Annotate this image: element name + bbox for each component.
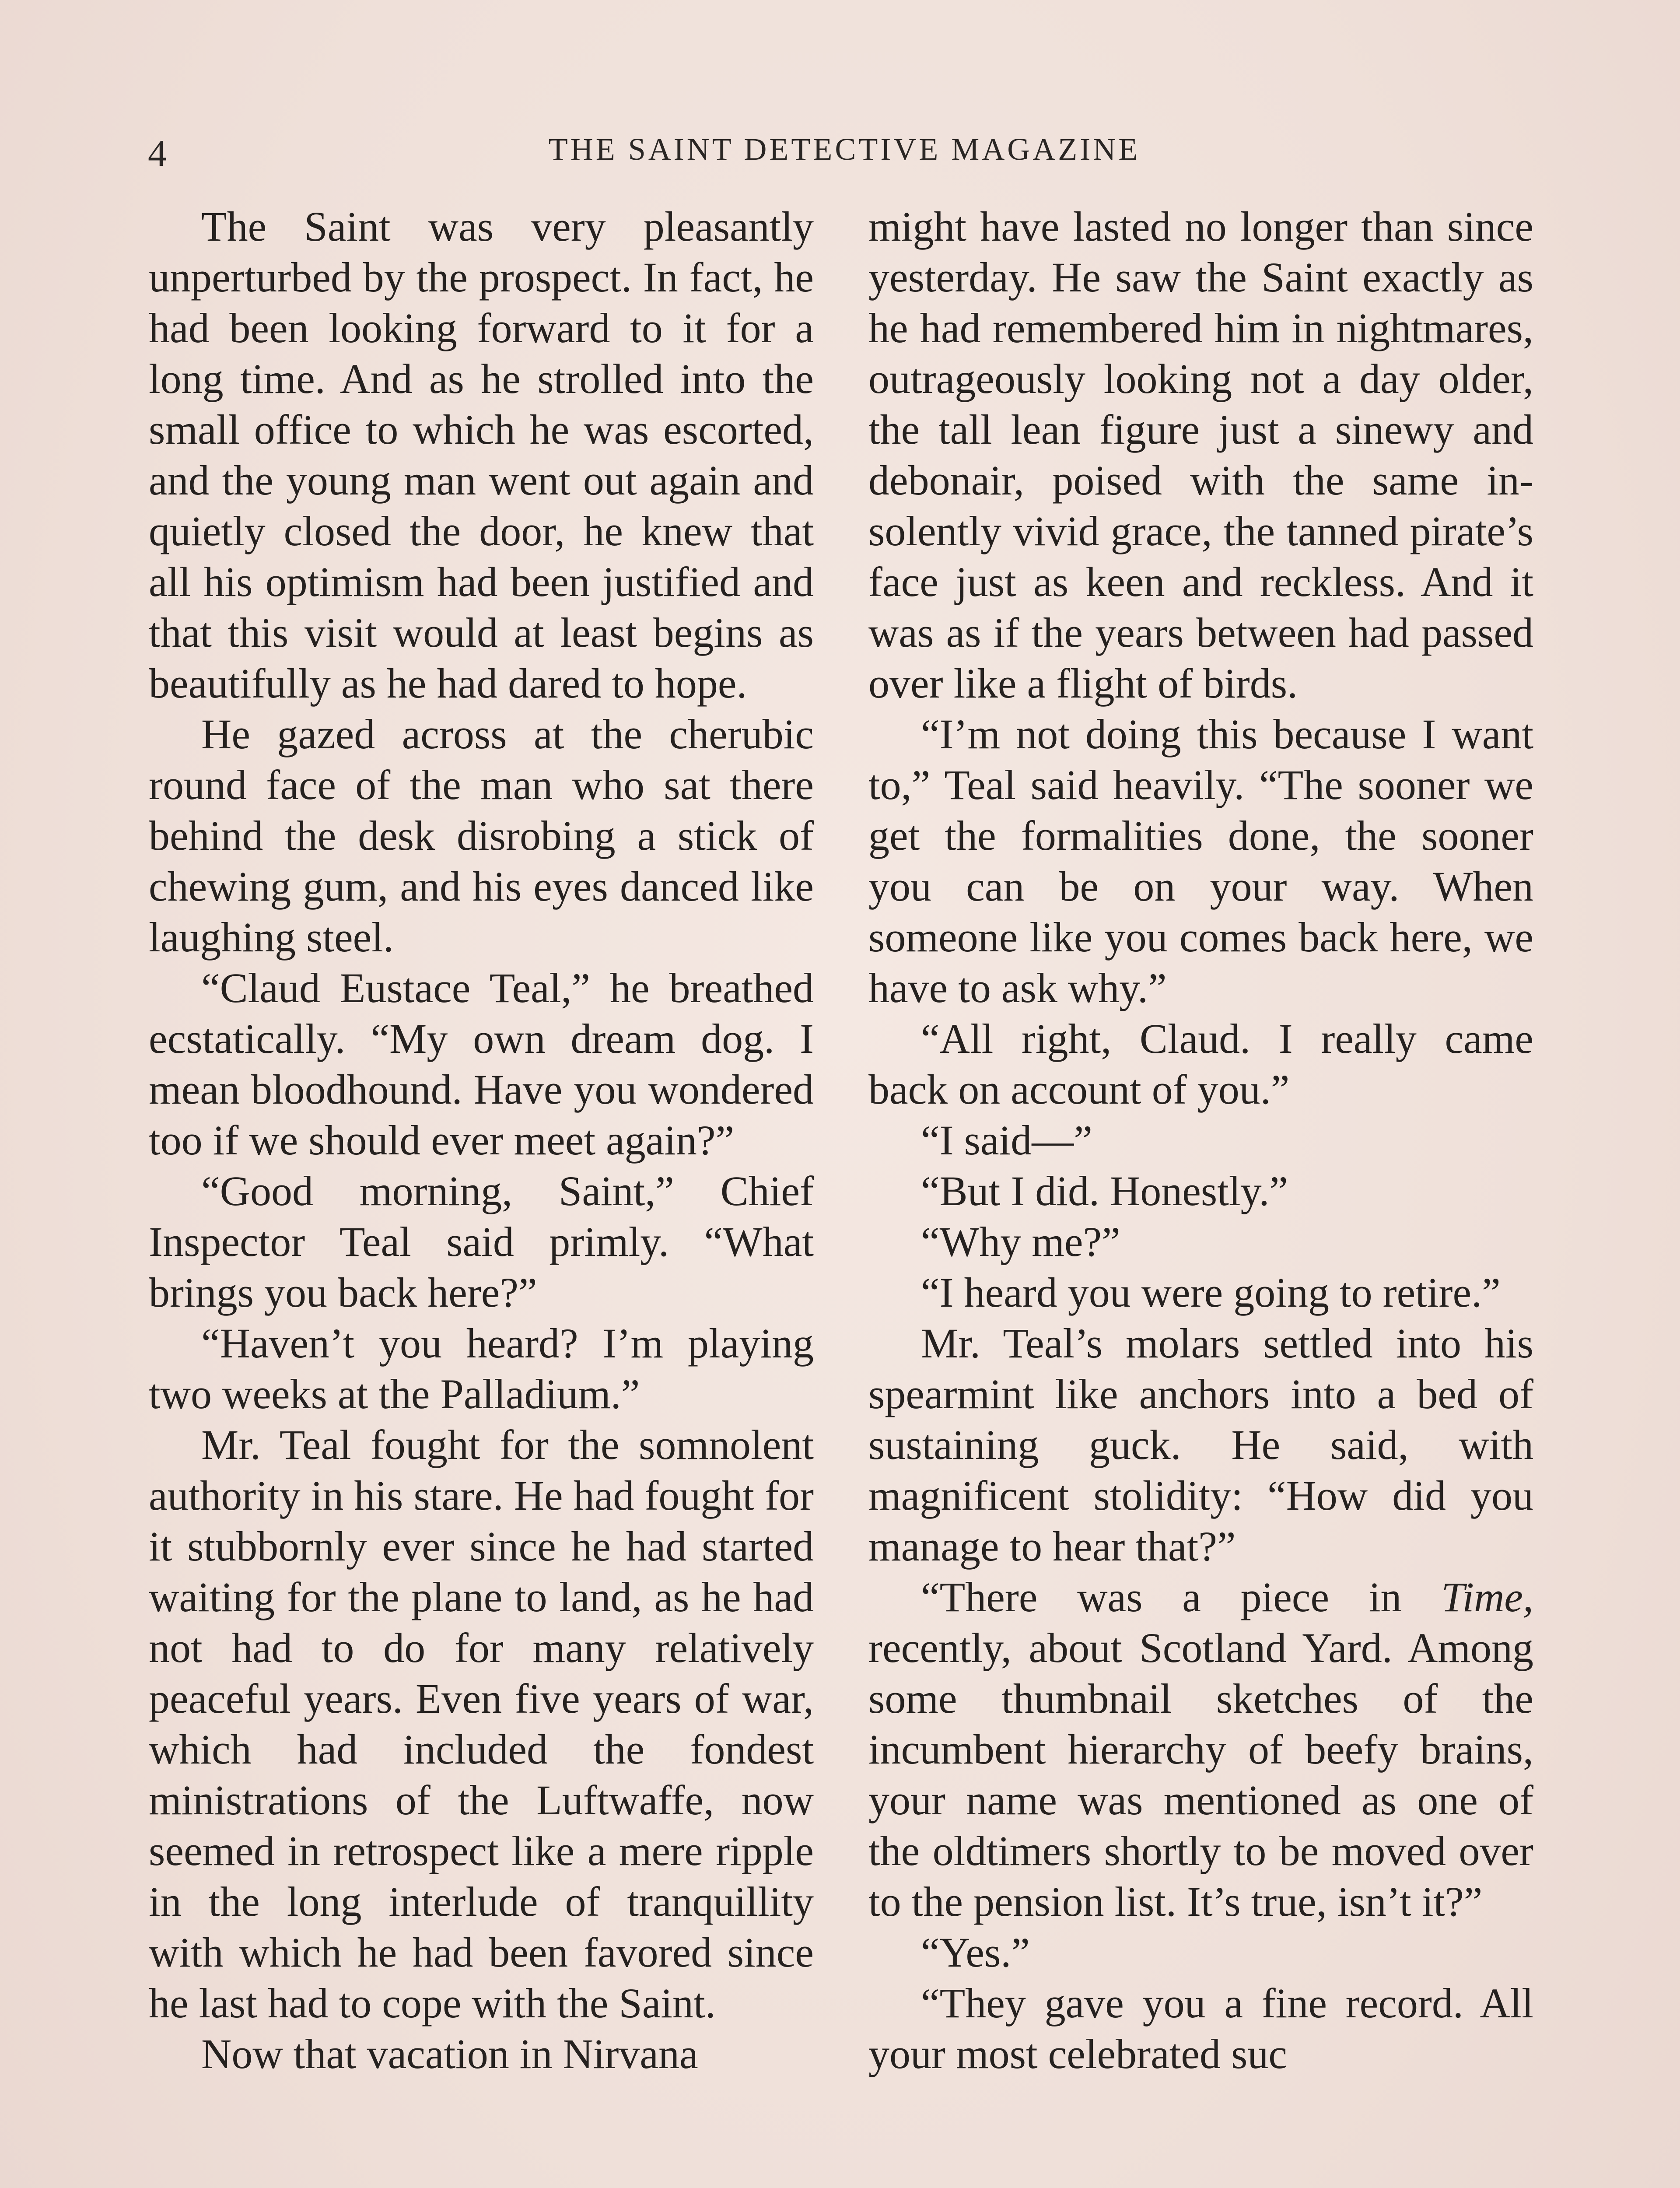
page-number: 4 (148, 132, 167, 174)
paragraph: “I heard you were going to retire.” (921, 1269, 1501, 1316)
paragraph: “I’m not doing this because I want to,” Teal said heavily. “The sooner we get the formalities done, the sooner you can be on your way. When someone like you comes back here, we have to ask why.” (868, 711, 1533, 1011)
paragraph: “Why me?” (921, 1218, 1120, 1265)
paragraph: Now that vacation in Nirvana (201, 2030, 698, 2077)
left-column (149, 201, 814, 2188)
paragraph: He gazed across at the cherubic round face of the man who sat there behind the desk disrobing a stick of chewing gum, and his eyes danced like laughing steel. (149, 711, 814, 961)
right-column (868, 201, 1533, 2188)
paragraph: Mr. Teal fought for the somnolent authority in his stare. He had fought for it stubbornly ever since he had started waiting for the plane to land, as he had not had to do for many relatively peaceful years. Even five years of war, which had included the fondest ministrations of the Luftwaffe, now seemed in retrospect like a mere ripple in the long interlude of tranquillity with which he had been favored since he last had to cope with the Saint. (149, 1421, 814, 2027)
paragraph: “Good morning, Saint,” Chief Inspector Teal said primly. “What brings you back here?” (149, 1168, 814, 1316)
paragraph: “Claud Eustace Teal,” he breathed ecstatically. “My own dream dog. I mean bloodhound. Have you wondered too if we should ever meet again?” (149, 964, 814, 1164)
paragraph: “But I did. Honestly.” (921, 1168, 1288, 1214)
paragraph: “All right, Claud. I really came back on account of you.” (868, 1015, 1533, 1113)
magazine-title-italic: Time, (1441, 1574, 1533, 1620)
paragraph: “Haven’t you heard? I’m playing two weeks at the Palladium.” (149, 1320, 814, 1417)
paragraph: “They gave you a fine record. All your most celebrated suc (868, 1980, 1533, 2077)
paragraph-continued: might have lasted no longer than since yesterday. He saw the Saint exactly as he had remembered him in nightmares, outrageously looking not a day older, the tall lean figure just a sinewy and debonair, poised with the same insolently vivid grace, the tanned pirate’s face just as keen and reckless. And it was as if the years between had passed over like a flight of birds. (868, 203, 1533, 707)
paragraph: “I said—” (921, 1117, 1092, 1164)
paragraph (868, 1572, 1533, 1927)
paragraph: The Saint was very pleasantly unperturbed by the prospect. In fact, he had been looking forward to it for a long time. And as he strolled into the small office to which he was escorted, and the young man went out again and quietly closed the door, he knew that all his optimism had been justified and that this visit would at least begins as beautifully as he had dared to hope. (149, 203, 814, 707)
text-run: recently, about Scotland Yard. Among some thumbnail sketches of the incumbent hierarchy of beefy brains, your name was mentioned as one of the oldtimers shortly to be moved over to the pension list. It’s true, isn’t it?” (868, 1624, 1533, 1925)
running-title: THE SAINT DETECTIVE MAGAZINE (548, 132, 1141, 167)
paragraph: “Yes.” (921, 1929, 1030, 1976)
paragraph: Mr. Teal’s molars settled into his spearmint like anchors into a bed of sustaining guck. He said, with magnificent stolidity: “How did you manage to hear that?” (868, 1320, 1533, 1570)
text-run: “There was a piece in (921, 1574, 1442, 1620)
